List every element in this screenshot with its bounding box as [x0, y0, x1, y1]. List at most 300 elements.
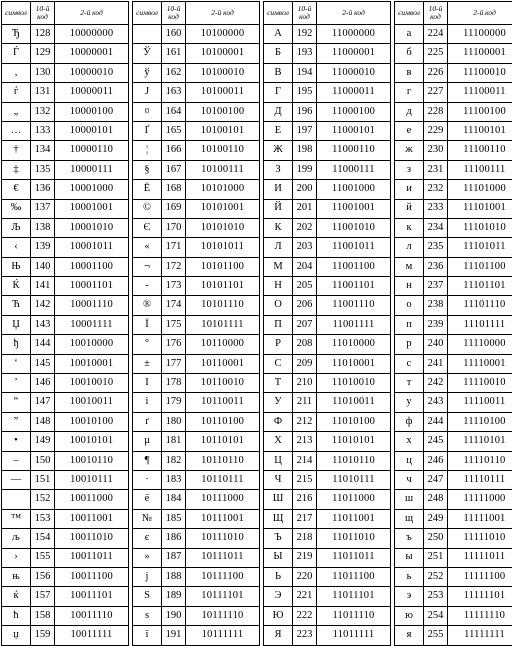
symbol-cell: ш — [395, 490, 424, 509]
binary-code-cell: 11111111 — [448, 626, 512, 645]
symbol-cell: Ї — [133, 315, 162, 334]
symbol-cell: І — [133, 374, 162, 393]
header-decimal: 10-й код — [424, 2, 448, 25]
binary-code-cell: 10000101 — [55, 121, 129, 140]
binary-code-cell: 10100011 — [186, 83, 260, 102]
symbol-cell: ‹ — [2, 238, 31, 257]
binary-code-cell: 10000010 — [55, 63, 129, 82]
decimal-code-cell: 189 — [162, 587, 186, 606]
binary-code-cell: 10100000 — [186, 25, 260, 44]
symbol-cell: Ђ — [2, 25, 31, 44]
symbol-cell: ы — [395, 548, 424, 567]
header-binary: 2-й код — [55, 2, 129, 25]
symbol-cell: Н — [264, 277, 293, 296]
symbol-cell: Й — [264, 199, 293, 218]
decimal-code-cell: 178 — [162, 374, 186, 393]
symbol-cell: б — [395, 44, 424, 63]
symbol-cell: е — [395, 121, 424, 140]
decimal-code-cell: 180 — [162, 412, 186, 431]
binary-code-cell: 11011000 — [317, 490, 391, 509]
symbol-cell: † — [2, 141, 31, 160]
binary-code-cell: 10011111 — [55, 626, 129, 645]
symbol-cell: › — [2, 548, 31, 567]
decimal-code-cell: 138 — [31, 218, 55, 237]
header-decimal: 10-й код — [31, 2, 55, 25]
symbol-cell: П — [264, 315, 293, 334]
binary-code-cell: 10110000 — [186, 335, 260, 354]
symbol-cell: ¬ — [133, 257, 162, 276]
decimal-code-cell: 170 — [162, 218, 186, 237]
decimal-code-cell: 240 — [424, 335, 448, 354]
binary-code-cell: 11011111 — [317, 626, 391, 645]
symbol-cell: п — [395, 315, 424, 334]
decimal-code-cell: 218 — [293, 529, 317, 548]
binary-code-cell: 10010011 — [55, 393, 129, 412]
symbol-cell: і — [133, 393, 162, 412]
symbol-cell: µ — [133, 432, 162, 451]
symbol-cell: … — [2, 121, 31, 140]
binary-code-cell: 10111110 — [186, 606, 260, 625]
binary-code-cell: 10001001 — [55, 199, 129, 218]
table-body — [2, 25, 512, 646]
binary-code-cell: 10001110 — [55, 296, 129, 315]
symbol-cell: є — [133, 529, 162, 548]
symbol-cell: р — [395, 335, 424, 354]
symbol-cell: К — [264, 218, 293, 237]
symbol-cell: „ — [2, 102, 31, 121]
binary-code-cell: 11101110 — [448, 296, 512, 315]
decimal-code-cell: 194 — [293, 63, 317, 82]
decimal-code-cell: 159 — [31, 626, 55, 645]
decimal-code-cell: 221 — [293, 587, 317, 606]
binary-code-cell: 10101011 — [186, 238, 260, 257]
table-row — [2, 587, 512, 606]
decimal-code-cell: 130 — [31, 63, 55, 82]
binary-code-cell: 11010001 — [317, 354, 391, 373]
symbol-cell: ® — [133, 296, 162, 315]
symbol-cell: Љ — [2, 218, 31, 237]
symbol-cell: Х — [264, 432, 293, 451]
symbol-cell: Ѓ — [2, 44, 31, 63]
symbol-cell: — — [2, 470, 31, 489]
symbol-cell: Ў — [133, 44, 162, 63]
binary-code-cell: 11000111 — [317, 160, 391, 179]
decimal-code-cell: 133 — [31, 121, 55, 140]
symbol-cell: Ш — [264, 490, 293, 509]
binary-code-cell: 11110000 — [448, 335, 512, 354]
symbol-cell: ґ — [133, 412, 162, 431]
decimal-code-cell: 186 — [162, 529, 186, 548]
symbol-cell: Ц — [264, 451, 293, 470]
decimal-code-cell: 146 — [31, 374, 55, 393]
binary-code-cell: 10011000 — [55, 490, 129, 509]
binary-code-cell: 11110011 — [448, 393, 512, 412]
binary-code-cell: 11100110 — [448, 141, 512, 160]
symbol-cell: ѕ — [133, 606, 162, 625]
symbol-cell: ќ — [2, 587, 31, 606]
binary-code-cell: 10001100 — [55, 257, 129, 276]
binary-code-cell: 11000001 — [317, 44, 391, 63]
table-row — [2, 335, 512, 354]
symbol-cell: Ѕ — [133, 587, 162, 606]
table-row — [2, 218, 512, 237]
table-row — [2, 626, 512, 645]
binary-code-cell: 10101001 — [186, 199, 260, 218]
decimal-code-cell: 149 — [31, 432, 55, 451]
decimal-code-cell: 173 — [162, 277, 186, 296]
symbol-cell: о — [395, 296, 424, 315]
symbol-cell: Ё — [133, 180, 162, 199]
binary-code-cell: 11111110 — [448, 606, 512, 625]
binary-code-cell: 11100001 — [448, 44, 512, 63]
binary-code-cell: 10110011 — [186, 393, 260, 412]
binary-code-cell: 10011010 — [55, 529, 129, 548]
symbol-cell: л — [395, 238, 424, 257]
binary-code-cell: 11001110 — [317, 296, 391, 315]
symbol-cell: Ј — [133, 83, 162, 102]
table-row — [2, 160, 512, 179]
binary-code-cell: 11000101 — [317, 121, 391, 140]
decimal-code-cell: 150 — [31, 451, 55, 470]
binary-code-cell: 10000111 — [55, 160, 129, 179]
decimal-code-cell: 227 — [424, 83, 448, 102]
decimal-code-cell: 222 — [293, 606, 317, 625]
decimal-code-cell: 215 — [293, 470, 317, 489]
binary-code-cell: 11011010 — [317, 529, 391, 548]
binary-code-cell: 11110101 — [448, 432, 512, 451]
header-symbol: символ — [264, 2, 293, 25]
binary-code-cell: 10001000 — [55, 180, 129, 199]
symbol-cell: м — [395, 257, 424, 276]
symbol-cell: ф — [395, 412, 424, 431]
binary-code-cell: 11010101 — [317, 432, 391, 451]
symbol-cell: ђ — [2, 335, 31, 354]
decimal-code-cell: 202 — [293, 218, 317, 237]
binary-code-cell: 10101101 — [186, 277, 260, 296]
binary-code-cell: 10001101 — [55, 277, 129, 296]
binary-code-cell: 11101000 — [448, 180, 512, 199]
symbol-cell: ч — [395, 470, 424, 489]
table-row — [2, 354, 512, 373]
decimal-code-cell: 190 — [162, 606, 186, 625]
binary-code-cell: 11100111 — [448, 160, 512, 179]
binary-code-cell: 10100111 — [186, 160, 260, 179]
binary-code-cell: 11000100 — [317, 102, 391, 121]
symbol-cell: д — [395, 102, 424, 121]
decimal-code-cell: 214 — [293, 451, 317, 470]
symbol-cell: Ю — [264, 606, 293, 625]
decimal-code-cell: 161 — [162, 44, 186, 63]
symbol-cell: § — [133, 160, 162, 179]
binary-code-cell: 10111000 — [186, 490, 260, 509]
symbol-cell: я — [395, 626, 424, 645]
symbol-cell: ¦ — [133, 141, 162, 160]
table-row — [2, 238, 512, 257]
decimal-code-cell: 244 — [424, 412, 448, 431]
binary-code-cell: 11000010 — [317, 63, 391, 82]
binary-code-cell: 11011001 — [317, 509, 391, 528]
symbol-cell: Б — [264, 44, 293, 63]
symbol-cell: » — [133, 548, 162, 567]
binary-code-cell: 11010011 — [317, 393, 391, 412]
symbol-cell: © — [133, 199, 162, 218]
symbol-cell: ™ — [2, 509, 31, 528]
decimal-code-cell: 210 — [293, 374, 317, 393]
binary-code-cell: 11001000 — [317, 180, 391, 199]
symbol-cell: џ — [2, 626, 31, 645]
binary-code-cell: 11001100 — [317, 257, 391, 276]
decimal-code-cell: 167 — [162, 160, 186, 179]
decimal-code-cell: 225 — [424, 44, 448, 63]
decimal-code-cell: 187 — [162, 548, 186, 567]
table-row — [2, 548, 512, 567]
table-row — [2, 490, 512, 509]
table-row — [2, 315, 512, 334]
decimal-code-cell: 241 — [424, 354, 448, 373]
decimal-code-cell: 203 — [293, 238, 317, 257]
symbol-cell: € — [2, 180, 31, 199]
header-binary: 2-й код — [448, 2, 512, 25]
binary-code-cell: 10101110 — [186, 296, 260, 315]
table-row — [2, 199, 512, 218]
header-decimal: 10-й код — [162, 2, 186, 25]
symbol-cell: Џ — [2, 315, 31, 334]
decimal-code-cell: 177 — [162, 354, 186, 373]
binary-code-cell: 10001011 — [55, 238, 129, 257]
table-row — [2, 257, 512, 276]
binary-code-cell: 11100000 — [448, 25, 512, 44]
decimal-code-cell: 144 — [31, 335, 55, 354]
binary-code-cell: 10011110 — [55, 606, 129, 625]
decimal-code-cell: 231 — [424, 160, 448, 179]
symbol-cell — [2, 490, 31, 509]
binary-code-cell: 11111011 — [448, 548, 512, 567]
decimal-code-cell: 233 — [424, 199, 448, 218]
decimal-code-cell: 145 — [31, 354, 55, 373]
decimal-code-cell: 191 — [162, 626, 186, 645]
decimal-code-cell: 224 — [424, 25, 448, 44]
binary-code-cell: 11011011 — [317, 548, 391, 567]
decimal-code-cell: 179 — [162, 393, 186, 412]
decimal-code-cell: 152 — [31, 490, 55, 509]
binary-code-cell: 11111010 — [448, 529, 512, 548]
symbol-cell: ‘ — [2, 354, 31, 373]
symbol-cell: Ћ — [2, 296, 31, 315]
decimal-code-cell: 164 — [162, 102, 186, 121]
binary-code-cell: 11011100 — [317, 567, 391, 586]
binary-code-cell: 10010000 — [55, 335, 129, 354]
decimal-code-cell: 252 — [424, 567, 448, 586]
symbol-cell: Ь — [264, 567, 293, 586]
decimal-code-cell: 200 — [293, 180, 317, 199]
binary-code-cell: 11011101 — [317, 587, 391, 606]
symbol-cell: в — [395, 63, 424, 82]
decimal-code-cell: 182 — [162, 451, 186, 470]
decimal-code-cell: 247 — [424, 470, 448, 489]
decimal-code-cell: 232 — [424, 180, 448, 199]
decimal-code-cell: 212 — [293, 412, 317, 431]
binary-code-cell: 11001111 — [317, 315, 391, 334]
symbol-cell: з — [395, 160, 424, 179]
decimal-code-cell: 135 — [31, 160, 55, 179]
symbol-cell: ъ — [395, 529, 424, 548]
binary-code-cell: 10011011 — [55, 548, 129, 567]
table-row — [2, 180, 512, 199]
symbol-cell: З — [264, 160, 293, 179]
binary-code-cell: 10111001 — [186, 509, 260, 528]
binary-code-cell: 11101100 — [448, 257, 512, 276]
table-row — [2, 606, 512, 625]
decimal-code-cell: 229 — [424, 121, 448, 140]
table-row — [2, 83, 512, 102]
binary-code-cell: 11010110 — [317, 451, 391, 470]
symbol-cell: Д — [264, 102, 293, 121]
binary-code-cell: 11101001 — [448, 199, 512, 218]
table-row — [2, 529, 512, 548]
decimal-code-cell: 176 — [162, 335, 186, 354]
symbol-cell: у — [395, 393, 424, 412]
table-row — [2, 44, 512, 63]
binary-code-cell: 11001001 — [317, 199, 391, 218]
binary-code-cell: 11101010 — [448, 218, 512, 237]
binary-code-cell: 10110110 — [186, 451, 260, 470]
decimal-code-cell: 197 — [293, 121, 317, 140]
decimal-code-cell: 169 — [162, 199, 186, 218]
symbol-cell: и — [395, 180, 424, 199]
decimal-code-cell: 226 — [424, 63, 448, 82]
binary-code-cell: 11110111 — [448, 470, 512, 489]
symbol-cell: М — [264, 257, 293, 276]
symbol-cell: ё — [133, 490, 162, 509]
binary-code-cell: 11111000 — [448, 490, 512, 509]
binary-code-cell: 11100011 — [448, 83, 512, 102]
binary-code-cell: 11001010 — [317, 218, 391, 237]
symbol-cell: Щ — [264, 509, 293, 528]
symbol-cell: Л — [264, 238, 293, 257]
binary-code-cell: 10100001 — [186, 44, 260, 63]
binary-code-cell: 10100101 — [186, 121, 260, 140]
binary-code-cell: 10000011 — [55, 83, 129, 102]
table-row — [2, 451, 512, 470]
binary-code-cell: 10100100 — [186, 102, 260, 121]
decimal-code-cell: 193 — [293, 44, 317, 63]
decimal-code-cell: 188 — [162, 567, 186, 586]
binary-code-cell: 10000001 — [55, 44, 129, 63]
decimal-code-cell: 249 — [424, 509, 448, 528]
decimal-code-cell: 158 — [31, 606, 55, 625]
symbol-cell — [133, 25, 162, 44]
binary-code-cell: 10110100 — [186, 412, 260, 431]
binary-code-cell: 10100010 — [186, 63, 260, 82]
decimal-code-cell: 172 — [162, 257, 186, 276]
table-row — [2, 102, 512, 121]
decimal-code-cell: 147 — [31, 393, 55, 412]
symbol-cell: э — [395, 587, 424, 606]
decimal-code-cell: 228 — [424, 102, 448, 121]
decimal-code-cell: 209 — [293, 354, 317, 373]
binary-code-cell: 10111100 — [186, 567, 260, 586]
symbol-cell: ј — [133, 567, 162, 586]
decimal-code-cell: 220 — [293, 567, 317, 586]
symbol-cell: ь — [395, 567, 424, 586]
decimal-code-cell: 185 — [162, 509, 186, 528]
decimal-code-cell: 199 — [293, 160, 317, 179]
symbol-cell: Г — [264, 83, 293, 102]
symbol-cell: ¶ — [133, 451, 162, 470]
binary-code-cell: 10011101 — [55, 587, 129, 606]
symbol-cell: ц — [395, 451, 424, 470]
symbol-cell: й — [395, 199, 424, 218]
decimal-code-cell: 248 — [424, 490, 448, 509]
symbol-cell: ± — [133, 354, 162, 373]
binary-code-cell: 11110010 — [448, 374, 512, 393]
symbol-cell: « — [133, 238, 162, 257]
binary-code-cell: 11001011 — [317, 238, 391, 257]
decimal-code-cell: 234 — [424, 218, 448, 237]
header-symbol: символ — [2, 2, 31, 25]
binary-code-cell: 10110001 — [186, 354, 260, 373]
binary-code-cell: 10000110 — [55, 141, 129, 160]
symbol-cell: ¤ — [133, 102, 162, 121]
symbol-cell: њ — [2, 567, 31, 586]
symbol-cell: г — [395, 83, 424, 102]
symbol-cell: ў — [133, 63, 162, 82]
decimal-code-cell: 165 — [162, 121, 186, 140]
decimal-code-cell: 207 — [293, 315, 317, 334]
table-row — [2, 412, 512, 431]
binary-code-cell: 10010101 — [55, 432, 129, 451]
binary-code-cell: 11110100 — [448, 412, 512, 431]
decimal-code-cell: 206 — [293, 296, 317, 315]
binary-code-cell: 11000110 — [317, 141, 391, 160]
binary-code-cell: 10111011 — [186, 548, 260, 567]
binary-code-cell: 10101000 — [186, 180, 260, 199]
binary-code-cell: 10010110 — [55, 451, 129, 470]
symbol-cell: Я — [264, 626, 293, 645]
binary-code-cell: 11010000 — [317, 335, 391, 354]
table-row — [2, 374, 512, 393]
table-row — [2, 567, 512, 586]
binary-code-cell: 10011001 — [55, 509, 129, 528]
decimal-code-cell: 155 — [31, 548, 55, 567]
binary-code-cell: 11101111 — [448, 315, 512, 334]
symbol-cell: ‚ — [2, 63, 31, 82]
binary-code-cell: 11100101 — [448, 121, 512, 140]
symbol-cell: Е — [264, 121, 293, 140]
decimal-code-cell: 131 — [31, 83, 55, 102]
header-row — [2, 2, 512, 25]
binary-code-cell: 11110110 — [448, 451, 512, 470]
symbol-cell: Ъ — [264, 529, 293, 548]
decimal-code-cell: 235 — [424, 238, 448, 257]
decimal-code-cell: 196 — [293, 102, 317, 121]
symbol-cell: - — [133, 277, 162, 296]
header-symbol: символ — [395, 2, 424, 25]
symbol-cell: ° — [133, 335, 162, 354]
binary-code-cell: 11111001 — [448, 509, 512, 528]
table-row — [2, 470, 512, 489]
decimal-code-cell: 219 — [293, 548, 317, 567]
binary-code-cell: 10101010 — [186, 218, 260, 237]
binary-code-cell: 11100010 — [448, 63, 512, 82]
symbol-cell: щ — [395, 509, 424, 528]
decimal-code-cell: 162 — [162, 63, 186, 82]
decimal-code-cell: 153 — [31, 509, 55, 528]
decimal-code-cell: 171 — [162, 238, 186, 257]
decimal-code-cell: 137 — [31, 199, 55, 218]
table-row — [2, 141, 512, 160]
binary-code-cell: 11011110 — [317, 606, 391, 625]
